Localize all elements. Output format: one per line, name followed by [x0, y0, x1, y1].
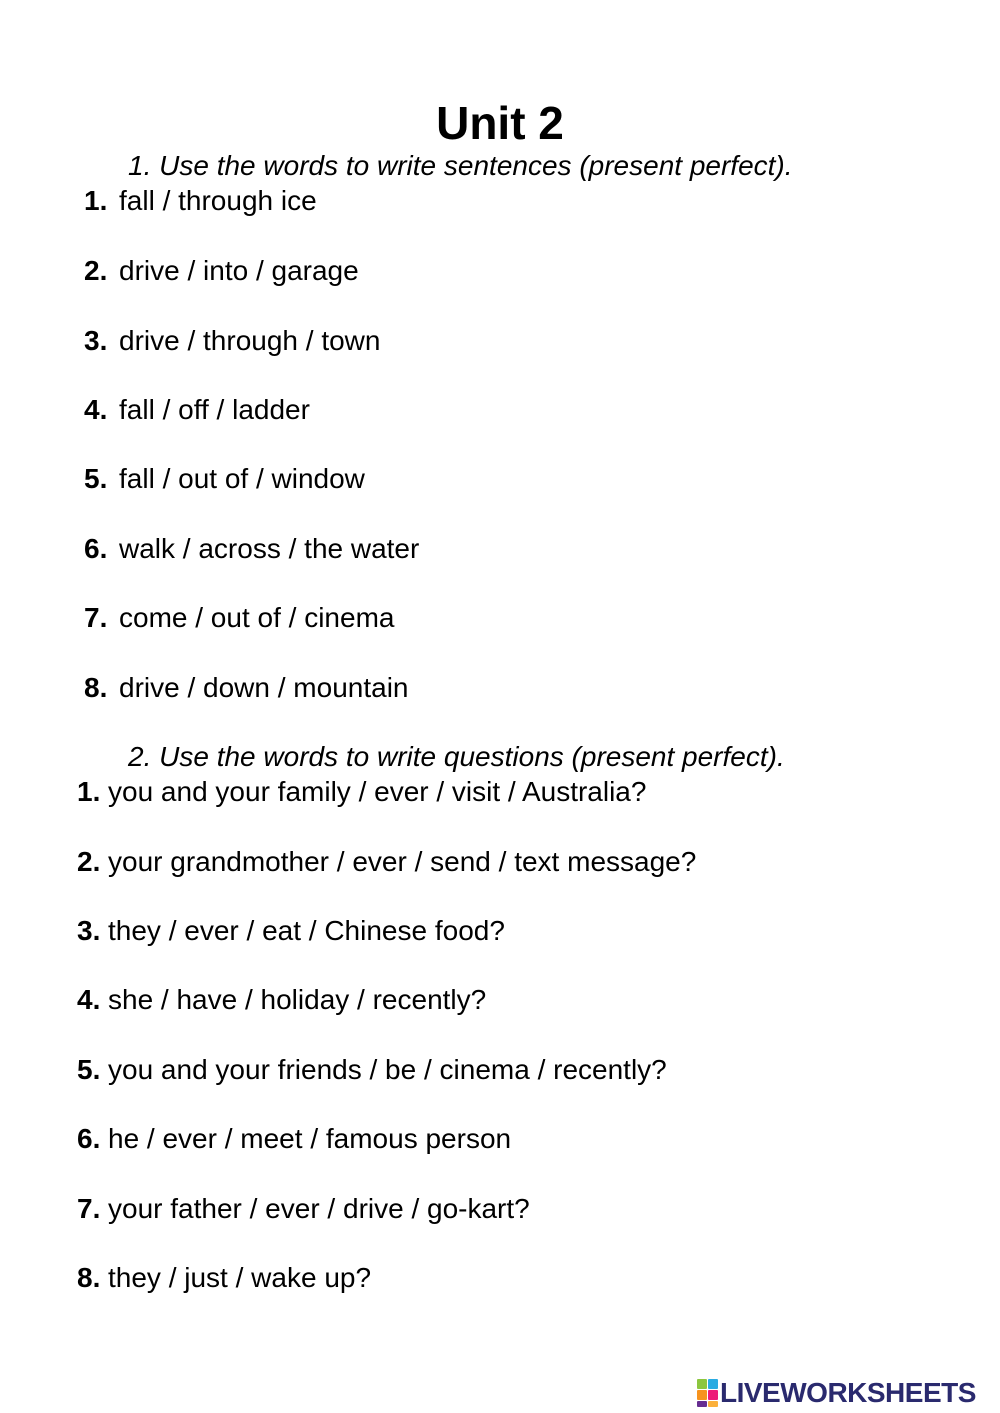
- item-number: 8.: [77, 1262, 101, 1293]
- logo-square: [697, 1379, 707, 1389]
- item-number: 5.: [84, 463, 108, 494]
- item-number: 3.: [84, 325, 108, 356]
- item-text: they / just / wake up?: [108, 1262, 372, 1293]
- list-item: [77, 1123, 511, 1155]
- list-item: [84, 533, 419, 565]
- list-item: [77, 1193, 530, 1225]
- item-text: fall / out of / window: [119, 463, 365, 494]
- item-number: 1.: [84, 185, 108, 216]
- list-item: [84, 463, 365, 495]
- liveworksheets-logo: [697, 1378, 976, 1408]
- list-item: [84, 255, 359, 287]
- list-item: [77, 1054, 667, 1086]
- list-item: [77, 1262, 371, 1294]
- list-item: [84, 394, 310, 426]
- logo-square: [708, 1401, 718, 1407]
- item-number: 5.: [77, 1054, 101, 1085]
- item-text: she / have / holiday / recently?: [108, 984, 487, 1015]
- item-number: 7.: [84, 602, 108, 633]
- item-text: fall / off / ladder: [119, 394, 310, 425]
- list-item: [77, 915, 505, 947]
- item-number: 8.: [84, 672, 108, 703]
- list-item: [84, 325, 380, 357]
- list-item: [84, 672, 409, 704]
- item-text: you and your friends / be / cinema / recently?: [108, 1054, 667, 1085]
- item-number: 6.: [84, 533, 108, 564]
- section-1-instruction: 1. Use the words to write sentences (present perfect).: [128, 150, 793, 181]
- list-item: [77, 776, 646, 808]
- list-item: [77, 984, 486, 1016]
- item-text: fall / through ice: [119, 185, 317, 216]
- item-number: 1.: [77, 776, 101, 807]
- item-text: he / ever / meet / famous person: [108, 1123, 512, 1154]
- page-title: Unit 2: [436, 97, 564, 149]
- item-number: 6.: [77, 1123, 101, 1154]
- logo-square: [697, 1390, 707, 1400]
- item-text: they / ever / eat / Chinese food?: [108, 915, 505, 946]
- logo-text: LIVEWORKSHEETS: [720, 1377, 976, 1408]
- item-text: you and your family / ever / visit / Australia?: [108, 776, 647, 807]
- list-item: [84, 602, 394, 634]
- item-text: your father / ever / drive / go-kart?: [108, 1193, 530, 1224]
- item-number: 4.: [84, 394, 108, 425]
- item-number: 2.: [84, 255, 108, 286]
- item-number: 7.: [77, 1193, 101, 1224]
- item-number: 3.: [77, 915, 101, 946]
- item-number: 2.: [77, 846, 101, 877]
- item-text: come / out of / cinema: [119, 602, 395, 633]
- item-number: 4.: [77, 984, 101, 1015]
- item-text: drive / into / garage: [119, 255, 359, 286]
- item-text: drive / down / mountain: [119, 672, 409, 703]
- list-item: [84, 185, 317, 217]
- logo-square: [708, 1390, 718, 1400]
- item-text: your grandmother / ever / send / text message?: [108, 846, 697, 877]
- section-2-instruction: 2. Use the words to write questions (present perfect).: [128, 741, 785, 772]
- logo-square: [708, 1379, 718, 1389]
- item-text: walk / across / the water: [119, 533, 420, 564]
- list-item: [77, 846, 696, 878]
- logo-mark-icon: [697, 1379, 718, 1407]
- item-text: drive / through / town: [119, 325, 381, 356]
- logo-square: [697, 1401, 707, 1407]
